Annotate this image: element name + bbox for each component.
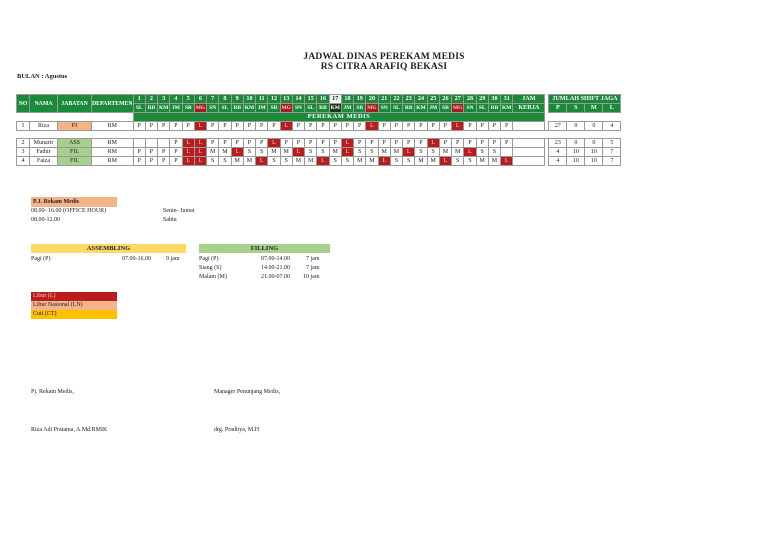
day-number-25: 25 <box>427 95 439 104</box>
shift-cell: P <box>145 157 157 166</box>
signature-right-name: drg. Praditya, M.H <box>214 427 260 433</box>
staff-departemen: RM <box>92 148 134 157</box>
shift-cell: P <box>133 122 145 131</box>
staff-row-munarir <box>17 139 621 148</box>
shift-cell: S <box>268 157 280 166</box>
shift-cell: S <box>488 148 500 157</box>
day-abbr-15: SL <box>305 104 317 113</box>
staff-total-m: 0 <box>585 122 603 131</box>
day-number-16: 16 <box>317 95 329 104</box>
pj-line1-time: 08.00- 16.00 (OFFICE HOUR) <box>31 208 107 214</box>
shift-cell: L <box>194 148 206 157</box>
shift-cell: P <box>158 148 170 157</box>
day-number-22: 22 <box>390 95 402 104</box>
day-abbr-4: JM <box>170 104 182 113</box>
day-abbr-21: SN <box>378 104 390 113</box>
day-number-21: 21 <box>378 95 390 104</box>
filling-shift-malam: Malam (M) <box>199 274 227 280</box>
shift-cell: P <box>305 122 317 131</box>
shift-cell: P <box>133 157 145 166</box>
shift-cell: P <box>219 139 231 148</box>
filling-time-pagi: 07.00-14.00 <box>261 256 290 262</box>
section-row <box>17 113 621 122</box>
schedule-table <box>16 94 621 166</box>
shift-cell: P <box>476 122 488 131</box>
staff-total-p: 27 <box>549 122 567 131</box>
staff-row-riza <box>17 122 621 131</box>
filling-time-siang: 14.00-21.00 <box>261 265 290 271</box>
shift-cell: S <box>243 148 255 157</box>
day-number-17: 17 <box>329 95 341 104</box>
shift-cell: P <box>182 122 194 131</box>
shift-cell: S <box>354 148 366 157</box>
shift-cell: S <box>415 148 427 157</box>
shift-cell: M <box>452 148 464 157</box>
day-abbr-9: RB <box>231 104 243 113</box>
day-number-23: 23 <box>403 95 415 104</box>
filling-hours-malam: 10 jam <box>303 274 320 280</box>
day-number-1: 1 <box>133 95 145 104</box>
shift-cell: P <box>219 122 231 131</box>
day-abbr-13: MG <box>281 105 291 111</box>
shift-cell: P <box>158 122 170 131</box>
shift-cell: S <box>256 148 268 157</box>
day-abbr-30: RB <box>488 104 500 113</box>
shift-cell: M <box>292 157 304 166</box>
shift-cell <box>133 139 145 148</box>
shift-cell: P <box>390 139 402 148</box>
shift-cell: P <box>488 122 500 131</box>
jam-kerja-header: JAM <box>513 95 545 104</box>
day-abbr-3: KM <box>158 105 169 111</box>
staff-total-l: 4 <box>603 122 621 131</box>
day-number-30: 30 <box>488 95 500 104</box>
shift-cell: P <box>378 122 390 131</box>
shift-cell: P <box>243 139 255 148</box>
shift-cell: S <box>366 148 378 157</box>
shift-cell: P <box>415 139 427 148</box>
day-abbr-7: SN <box>207 104 219 113</box>
staff-no: 4 <box>17 157 30 166</box>
staff-no: 1 <box>17 122 30 131</box>
shift-cell: M <box>415 157 427 166</box>
section-perekam-medis: PEREKAM MEDIS <box>133 113 545 122</box>
day-number-5: 5 <box>182 95 194 104</box>
shift-cell: P <box>390 122 402 131</box>
day-number-19: 19 <box>354 95 366 104</box>
shift-cell: P <box>207 139 219 148</box>
jam-kerja-header-2: KERJA <box>513 104 545 113</box>
assembling-hours: 9 jam <box>166 256 180 262</box>
shift-cell: S <box>403 157 415 166</box>
section-blank-right <box>545 113 621 122</box>
header-row-days <box>17 95 621 104</box>
shift-cell: L <box>378 157 390 166</box>
shift-col-s: S <box>567 104 585 113</box>
shift-cell: M <box>366 157 378 166</box>
day-abbr-22: SL <box>390 104 402 113</box>
shift-cell: L <box>182 139 194 148</box>
day-abbr-5: SB <box>182 104 194 113</box>
pj-line2-days: Sabtu <box>163 217 177 223</box>
shift-cell: S <box>427 148 439 157</box>
shift-cell: P <box>354 139 366 148</box>
shift-cell: P <box>378 139 390 148</box>
shift-cell: L <box>280 122 292 131</box>
signature-left-role: Pj. Rekam Medis, <box>31 389 74 395</box>
shift-cell: M <box>219 148 231 157</box>
shift-cell: S <box>280 157 292 166</box>
shift-cell: P <box>305 139 317 148</box>
staff-total-s: 10 <box>567 157 585 166</box>
day-number-2: 2 <box>145 95 157 104</box>
shift-cell: S <box>390 157 402 166</box>
shift-cell: L <box>194 139 206 148</box>
staff-name: Faiza <box>30 157 58 166</box>
day-abbr-28: SN <box>464 104 476 113</box>
shift-cell: L <box>341 148 353 157</box>
staff-total-l: 7 <box>603 157 621 166</box>
day-number-26: 26 <box>439 95 451 104</box>
shift-cell: P <box>231 139 243 148</box>
shift-cell: S <box>341 157 353 166</box>
day-abbr-29: SL <box>476 104 488 113</box>
day-abbr-18: JM <box>341 104 353 113</box>
shift-cell: M <box>329 148 341 157</box>
shift-cell: P <box>501 122 513 131</box>
day-abbr-6: MG <box>195 105 206 111</box>
shift-cell: L <box>366 122 378 131</box>
shift-cell: M <box>476 157 488 166</box>
day-number-11: 11 <box>256 95 268 104</box>
gap-cell <box>17 131 621 139</box>
day-number-6: 6 <box>194 95 206 104</box>
shift-cell: P <box>317 122 329 131</box>
pj-line1-days: Senin- Jumat <box>163 208 195 214</box>
shift-cell: S <box>317 148 329 157</box>
day-abbr-23: RB <box>403 104 415 113</box>
day-number-12: 12 <box>268 95 280 104</box>
shift-cell: S <box>207 157 219 166</box>
shift-cell: L <box>292 148 304 157</box>
day-abbr-24: KM <box>416 105 426 111</box>
staff-jabatan: ASS <box>58 139 92 148</box>
staff-total-m: 0 <box>585 139 603 148</box>
shift-cell: M <box>207 148 219 157</box>
filling-shift-pagi: Pagi (P) <box>199 256 219 262</box>
staff-jabatan: FIL <box>58 157 92 166</box>
staff-total-m: 10 <box>585 157 603 166</box>
day-number-31: 31 <box>501 95 513 104</box>
shift-cell: M <box>268 148 280 157</box>
staff-name: Munarir <box>30 139 58 148</box>
shift-cell: L <box>268 139 280 148</box>
shift-cell: P <box>145 148 157 157</box>
shift-cell: M <box>378 148 390 157</box>
shift-cell: L <box>452 122 464 131</box>
staff-total-s: 0 <box>567 139 585 148</box>
assembling-time: 07.00-16.00 <box>122 256 151 262</box>
month-label: BULAN : Agustus <box>17 73 68 80</box>
shift-cell: P <box>476 139 488 148</box>
shift-cell: P <box>292 122 304 131</box>
shift-col-m: M <box>585 104 603 113</box>
staff-total-l: 7 <box>603 148 621 157</box>
shift-cell: M <box>231 157 243 166</box>
nama-header: NAMA <box>30 95 58 113</box>
shift-cell: P <box>403 139 415 148</box>
page-subtitle: RS CITRA ARAFIQ BEKASI <box>320 62 448 72</box>
day-number-13: 13 <box>280 95 292 104</box>
staff-name: Fathir <box>30 148 58 157</box>
filling-shift-siang: Siang (S) <box>199 265 222 271</box>
shift-cell: S <box>219 157 231 166</box>
shift-cell: P <box>207 122 219 131</box>
shift-cell: S <box>329 157 341 166</box>
shift-cell: P <box>341 122 353 131</box>
shift-cell: P <box>170 122 182 131</box>
shift-cell: P <box>501 139 513 148</box>
jabatan-header: JABATAN <box>58 95 92 113</box>
day-abbr-16: RB <box>317 104 329 113</box>
shift-cell: P <box>329 122 341 131</box>
shift-cell <box>158 139 170 148</box>
filling-header: FILLING <box>199 244 330 253</box>
page-title: JADWAL DINAS PEREKAM MEDIS <box>303 52 465 62</box>
assembling-header: ASSEMBLING <box>31 244 186 253</box>
row-gap <box>17 131 621 139</box>
shift-cell: L <box>427 139 439 148</box>
day-abbr-26: SB <box>439 104 451 113</box>
staff-jam-kerja <box>513 148 545 157</box>
shift-cell: P <box>145 122 157 131</box>
day-abbr-31: KM <box>501 105 512 111</box>
shift-cell: L <box>501 157 513 166</box>
day-number-9: 9 <box>231 95 243 104</box>
shift-cell: P <box>366 139 378 148</box>
shift-cell: L <box>439 157 451 166</box>
shift-cell: M <box>427 157 439 166</box>
shift-col-l: L <box>603 104 621 113</box>
shift-cell: L <box>403 148 415 157</box>
shift-cell <box>145 139 157 148</box>
staff-jabatan: PJ <box>58 122 92 131</box>
shift-cell: P <box>256 122 268 131</box>
shift-cell: M <box>390 148 402 157</box>
day-abbr-8: SL <box>219 104 231 113</box>
shift-cell: M <box>305 157 317 166</box>
departemen-header: DEPARTEMEN <box>92 95 134 113</box>
shift-cell: L <box>256 157 268 166</box>
day-number-7: 7 <box>207 95 219 104</box>
day-abbr-25: JM <box>427 104 439 113</box>
day-number-4: 4 <box>170 95 182 104</box>
staff-no: 2 <box>17 139 30 148</box>
shift-cell: M <box>354 157 366 166</box>
shift-cell: P <box>170 157 182 166</box>
day-abbr-10: KM <box>244 105 255 111</box>
shift-cell: L <box>341 139 353 148</box>
shift-cell: S <box>476 148 488 157</box>
staff-total-p: 4 <box>549 148 567 157</box>
signature-left-name: Riza Adi Pratama, A.Md.RMIK <box>31 427 108 433</box>
day-abbr-1: SL <box>133 104 145 113</box>
shift-cell: P <box>439 139 451 148</box>
shift-cell: P <box>464 122 476 131</box>
shift-cell: L <box>464 148 476 157</box>
shift-cell: S <box>464 157 476 166</box>
shift-cell: L <box>231 148 243 157</box>
shift-cell: P <box>231 122 243 131</box>
shift-cell: P <box>415 122 427 131</box>
legend-libur-nasional: Libur Nasional (LN) <box>31 301 117 310</box>
signature-right-role: Manager Penunjang Medis, <box>214 389 281 395</box>
shift-cell: P <box>427 122 439 131</box>
staff-jam-kerja <box>513 139 545 148</box>
assembling-shift: Pagi (P) <box>31 256 51 262</box>
shift-cell: P <box>464 139 476 148</box>
day-abbr-19: SB <box>354 104 366 113</box>
staff-no: 3 <box>17 148 30 157</box>
staff-total-l: 5 <box>603 139 621 148</box>
pj-line2-time: 08.00-12.00 <box>31 217 60 223</box>
shift-cell: M <box>488 157 500 166</box>
shift-cell: P <box>170 148 182 157</box>
day-abbr-17: KM <box>330 105 340 111</box>
section-blank <box>17 113 134 122</box>
shift-cell: L <box>182 157 194 166</box>
shift-cell: M <box>243 157 255 166</box>
staff-departemen: RM <box>92 139 134 148</box>
shift-cell: M <box>439 148 451 157</box>
staff-jabatan: FIL <box>58 148 92 157</box>
shift-cell: P <box>403 122 415 131</box>
shift-cell: P <box>329 139 341 148</box>
shift-cell: P <box>268 122 280 131</box>
shift-cell: P <box>280 139 292 148</box>
day-number-18: 18 <box>341 95 353 104</box>
staff-total-s: 0 <box>567 122 585 131</box>
no-header: NO <box>17 95 30 113</box>
shift-cell: P <box>488 139 500 148</box>
day-number-8: 8 <box>219 95 231 104</box>
legend-libur: Libur (L) <box>31 292 117 301</box>
shift-cell: L <box>182 148 194 157</box>
staff-departemen: RM <box>92 157 134 166</box>
day-abbr-27: MG <box>452 105 463 111</box>
day-number-10: 10 <box>243 95 255 104</box>
shift-cell: L <box>194 157 206 166</box>
shift-cell: S <box>452 157 464 166</box>
day-number-24: 24 <box>415 95 427 104</box>
staff-total-p: 4 <box>549 157 567 166</box>
day-number-27: 27 <box>452 95 464 104</box>
day-number-29: 29 <box>476 95 488 104</box>
day-number-15: 15 <box>305 95 317 104</box>
staff-total-p: 23 <box>549 139 567 148</box>
pj-rekam-medis-title: P.J. Rekam Medis <box>31 197 117 207</box>
staff-total-s: 10 <box>567 148 585 157</box>
filling-hours-pagi: 7 jam <box>306 256 320 262</box>
day-number-14: 14 <box>292 95 304 104</box>
shift-cell: P <box>317 139 329 148</box>
staff-name: Riza <box>30 122 58 131</box>
shift-cell: M <box>280 148 292 157</box>
day-abbr-2: RB <box>145 104 157 113</box>
jumlah-shift-header: JUMLAH SHIFT JAGA <box>549 95 621 104</box>
staff-jam-kerja <box>513 157 545 166</box>
staff-departemen: RM <box>92 122 134 131</box>
shift-cell: P <box>256 139 268 148</box>
staff-row-faiza <box>17 157 621 166</box>
shift-cell: L <box>194 122 206 131</box>
shift-cell: S <box>305 148 317 157</box>
day-abbr-11: JM <box>256 104 268 113</box>
shift-cell: P <box>439 122 451 131</box>
shift-cell: P <box>158 157 170 166</box>
shift-cell <box>501 148 513 157</box>
day-abbr-14: SN <box>292 104 304 113</box>
legend-cuti: Cuti (CT) <box>31 310 117 319</box>
staff-jam-kerja <box>513 122 545 131</box>
shift-cell: L <box>317 157 329 166</box>
filling-time-malam: 21.00-07.00 <box>261 274 290 280</box>
day-abbr-20: MG <box>367 105 377 111</box>
shift-col-p: P <box>549 104 567 113</box>
shift-cell: P <box>133 148 145 157</box>
staff-total-m: 10 <box>585 148 603 157</box>
shift-cell: P <box>292 139 304 148</box>
day-abbr-12: SB <box>268 104 280 113</box>
shift-cell: P <box>243 122 255 131</box>
day-number-3: 3 <box>158 95 170 104</box>
day-number-28: 28 <box>464 95 476 104</box>
shift-cell: P <box>354 122 366 131</box>
day-number-20: 20 <box>366 95 378 104</box>
staff-row-fathir <box>17 148 621 157</box>
shift-cell: P <box>452 139 464 148</box>
filling-hours-siang: 7 jam <box>306 265 320 271</box>
shift-cell: P <box>170 139 182 148</box>
